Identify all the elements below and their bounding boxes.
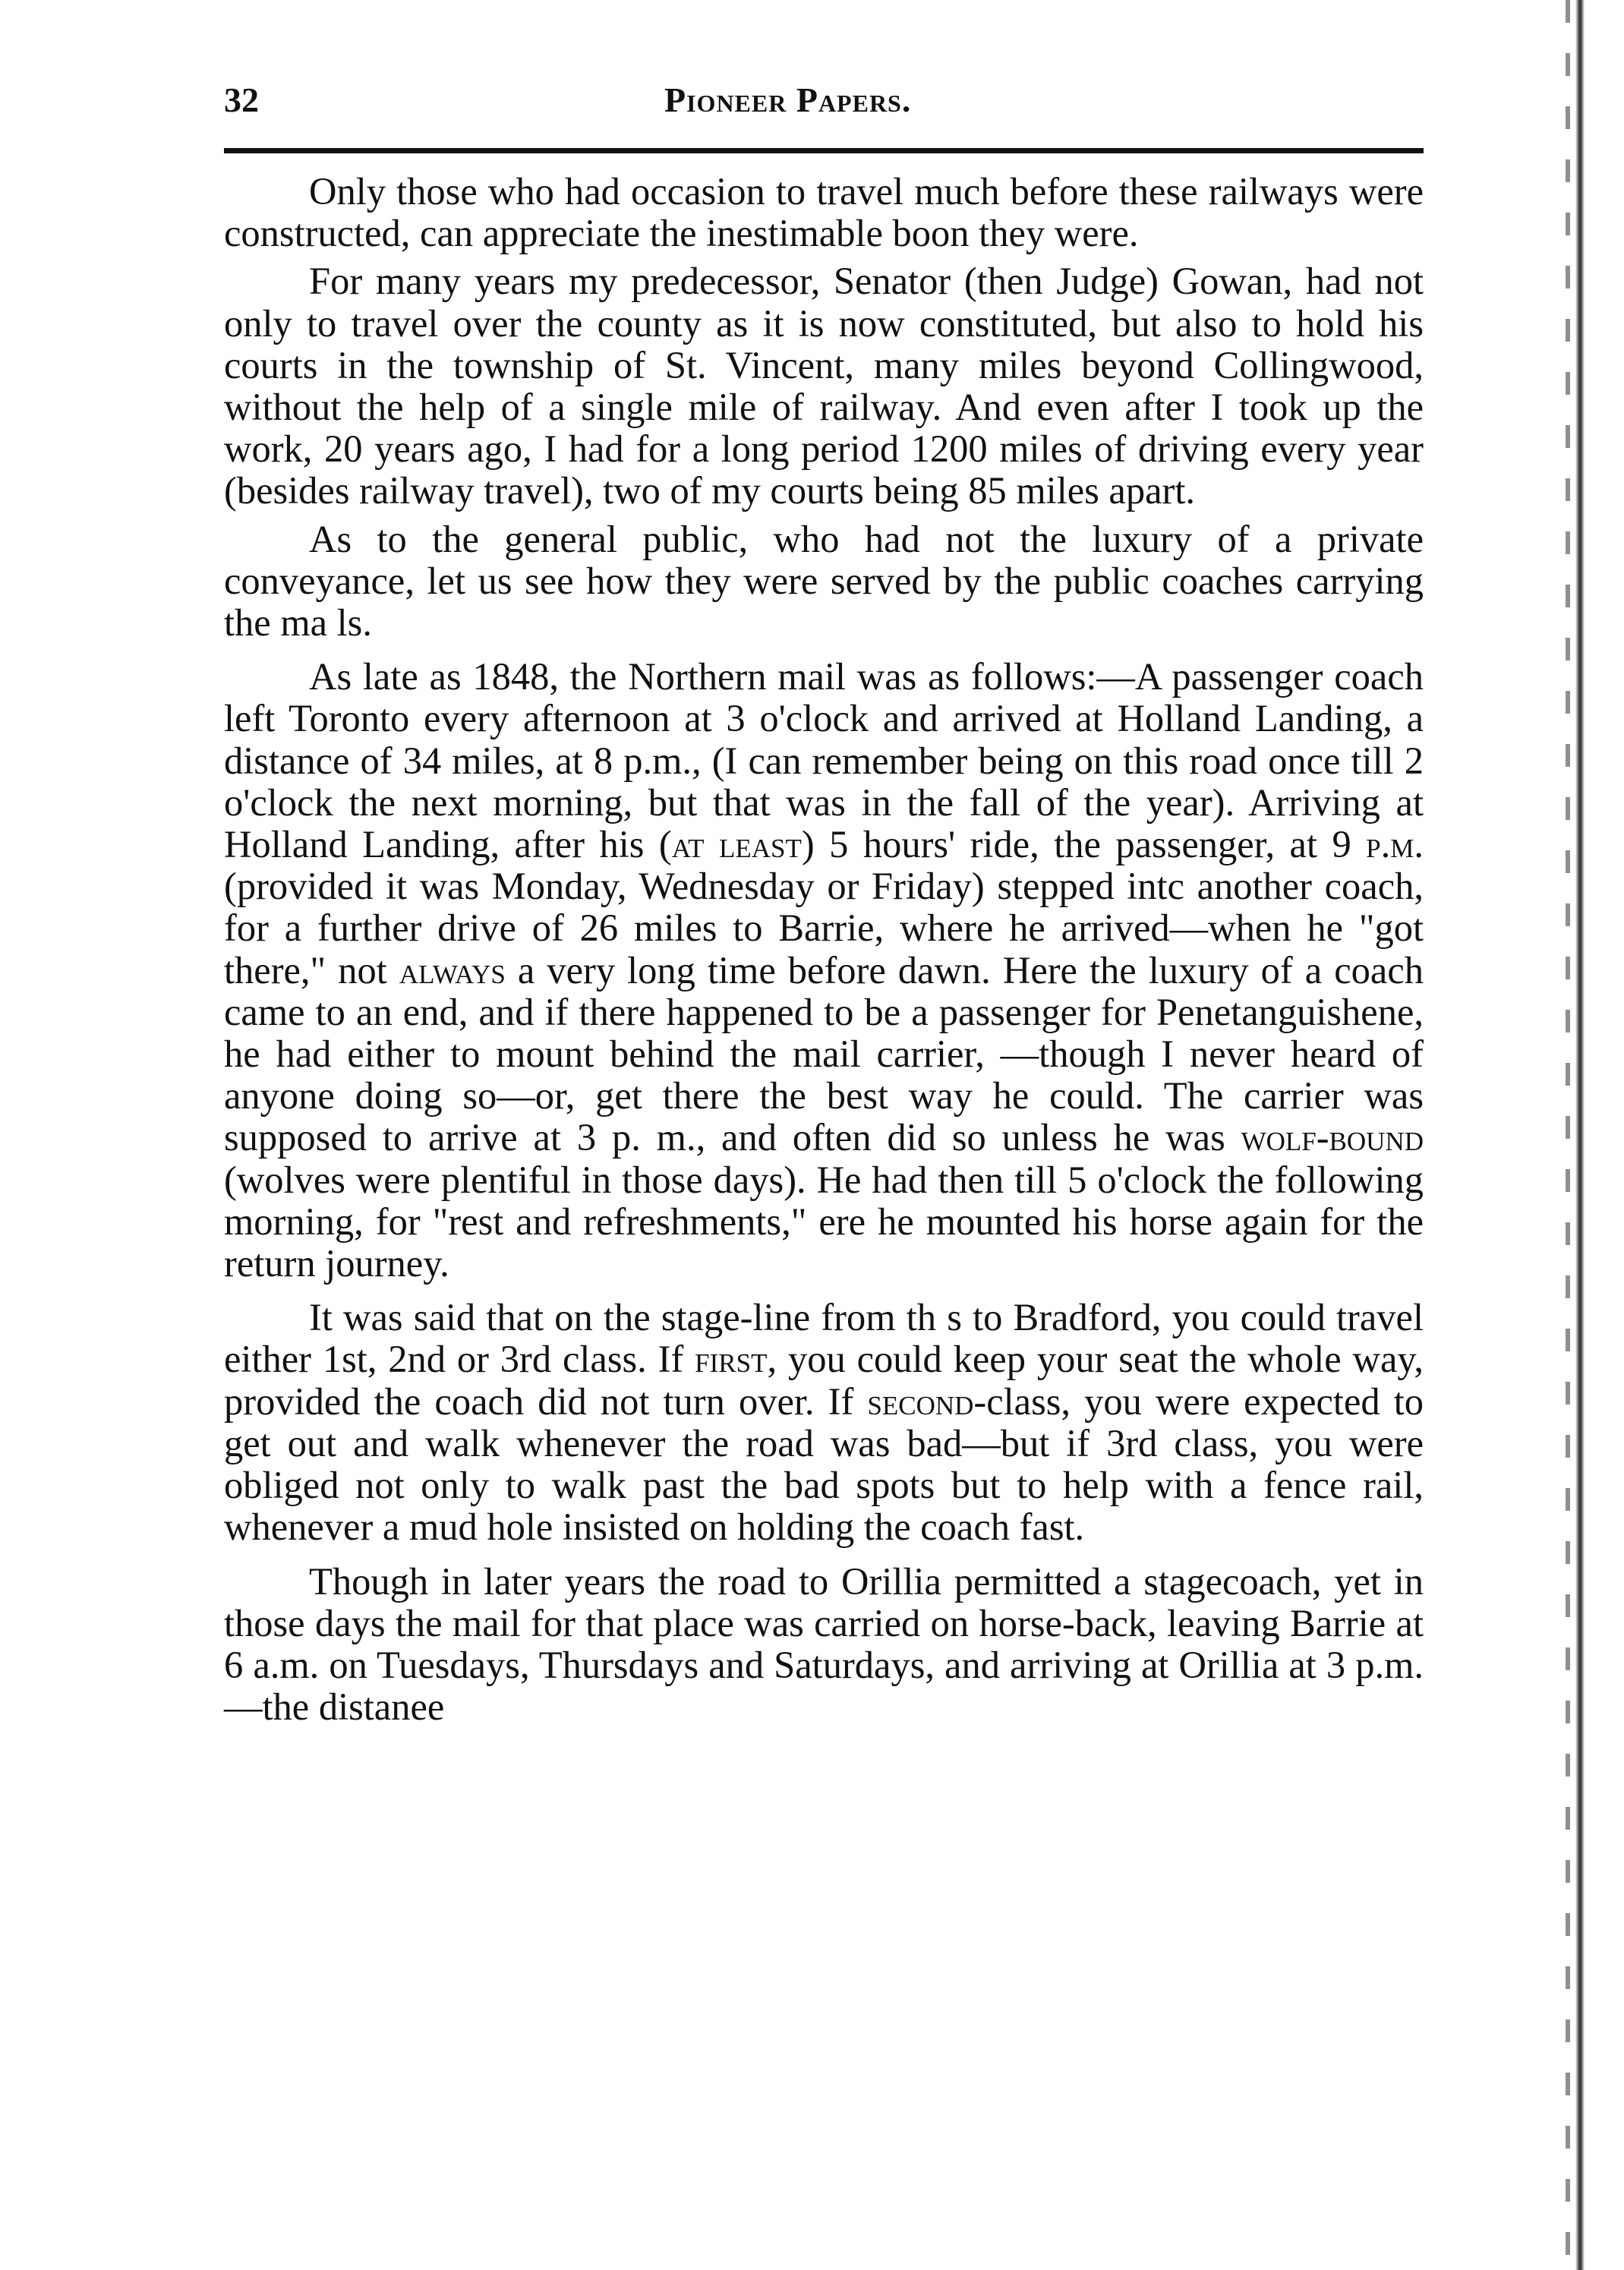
paragraph-text: -class, you were expected to get out and walk whenever the road was bad—but if 3rd class, you were obliged not only to walk past the bad spots but to help with a fence rail, whenever a mud hole insisted on holding the coach fast.: [224, 1379, 1424, 1549]
small-caps-text: first: [695, 1338, 768, 1381]
paragraph: [224, 519, 1424, 645]
paragraph-text: (provided it was Monday, Wednesday or Friday) stepped intc another coach, for a further drive of 26 miles to Barrie, where he arrived—when he "got there," not: [224, 865, 1424, 992]
paragraph-text: As late as 1848, the Northern mail was as follows:—A passenger coach left Toronto every afternoon at 3 o'clock and arrived at Holland Landing, a distance of 34 miles, at 8 p.m., (I can remember being on this road once till 2 o'clock the next morning, but that was in the fall of the year). Arriving at Holland Landing, after his (: [224, 655, 1424, 866]
paragraph-text: As to the general public, who had not the luxury of a private conveyance, let us see how they were served by the public coaches carrying the ma ls.: [224, 517, 1424, 645]
running-head: [224, 80, 1424, 125]
paragraph: [224, 1561, 1424, 1729]
page-number: 32: [224, 80, 259, 119]
small-caps-text: wolf-bound: [1241, 1116, 1424, 1159]
paragraph-text: Though in later years the road to Orillia permitted a stagecoach, yet in those days the mail for that place was carried on horse-back, leaving Barrie at 6 a.m. on Tuesdays, Thursdays and Saturdays, and arriving at Orillia at 3 p.m.—the distanee: [224, 1559, 1424, 1729]
binding-shadow: [1566, 0, 1570, 2270]
paragraph: [224, 171, 1424, 254]
paragraph-text: (wolves were plentiful in those days). He had then till 5 o'clock the following morning, for "rest and refreshments," ere he mounted his horse again for the return journey.: [224, 1158, 1424, 1285]
paragraph-text: For many years my predecessor, Senator (then Judge) Gowan, had not only to travel over the county as it is now constituted, but also to hold his courts in the township of St. Vincent, many miles beyond Collingwood, without the help of a single mile of railway. And even after I took up the work, 20 years ago, I had for a long period 1200 miles of driving every year (besides railway travel), two of my courts being 85 miles apart.: [224, 260, 1424, 512]
paragraph: [224, 260, 1424, 512]
paragraph-text: , you could keep your seat the whole way, provided the coach did not turn over. If: [224, 1338, 1424, 1423]
header-rule: [224, 148, 1424, 153]
small-caps-text: second: [867, 1379, 974, 1423]
small-caps-text: always: [399, 948, 506, 992]
small-caps-text: p.m.: [1366, 823, 1424, 866]
body-text: [224, 171, 1424, 1734]
paragraph-text: a very long time before dawn. Here the luxury of a coach came to an end, and if there happened to be a passenger for Penetanguishene, he had either to mount behind the mail carrier, —though I never heard of anyone doing so—or, get there the best way he could. The carrier was supposed to arrive at 3 p. m., and often did so unless he was: [224, 948, 1424, 1159]
paragraph-text: It was said that on the stage-line from th s to Bradford, you could travel either 1st, 2nd or 3rd class. If: [224, 1296, 1424, 1381]
binding-edge: [1575, 0, 1585, 2270]
small-caps-text: at least: [671, 823, 802, 866]
paragraph-text: ) 5 hours' ride, the passenger, at 9: [801, 823, 1367, 866]
paragraph: [224, 656, 1424, 1285]
paragraph-text: Only those who had occasion to travel much before these railways were constructed, can appreciate the inestimable boon they were.: [224, 170, 1424, 255]
paragraph: [224, 1297, 1424, 1548]
running-title: Pioneer Papers.: [664, 80, 912, 119]
